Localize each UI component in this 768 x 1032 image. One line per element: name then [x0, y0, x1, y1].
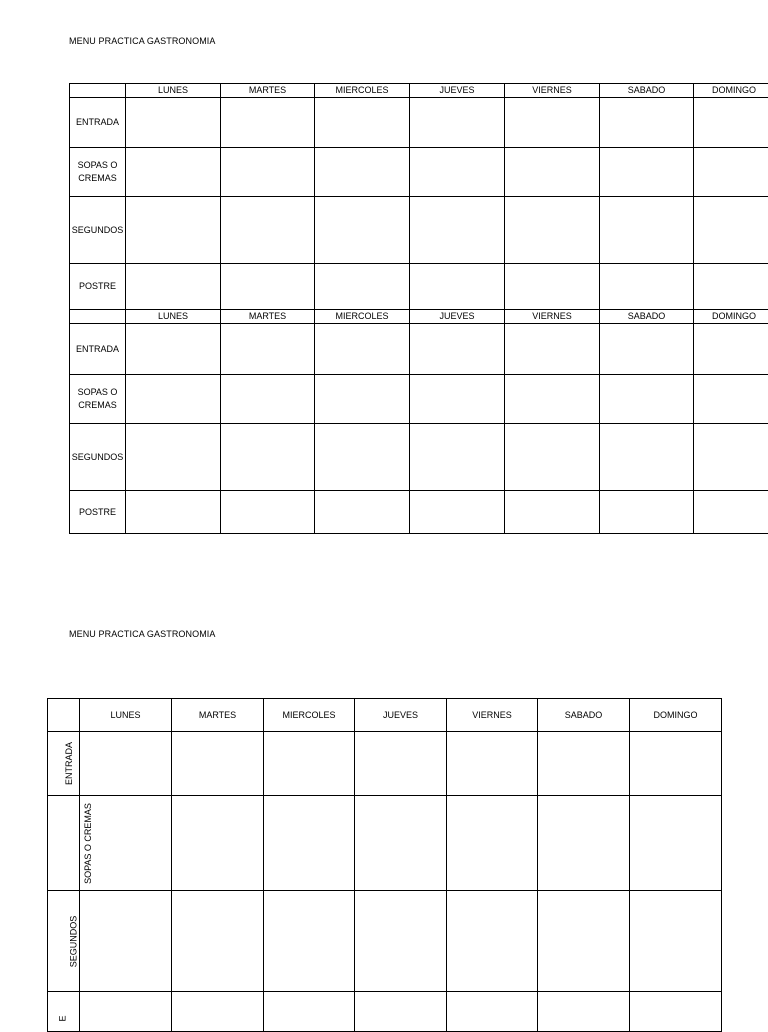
menu-cell[interactable]: [126, 197, 221, 264]
day-header-lunes: LUNES: [126, 84, 221, 98]
menu-cell[interactable]: [630, 732, 722, 796]
row-label-postre: POSTRE: [70, 264, 126, 310]
menu-cell[interactable]: [694, 491, 768, 534]
menu-cell[interactable]: [355, 732, 447, 796]
menu-cell[interactable]: [172, 732, 264, 796]
menu-cell[interactable]: [80, 732, 172, 796]
day-header-viernes: VIERNES: [447, 699, 538, 732]
menu-cell[interactable]: [126, 424, 221, 491]
day-header-lunes: LUNES: [80, 699, 172, 732]
day-header-domingo: DOMINGO: [694, 84, 768, 98]
menu-cell[interactable]: [505, 98, 600, 148]
menu-cell[interactable]: [410, 98, 505, 148]
menu-cell[interactable]: [447, 796, 538, 891]
menu-cell[interactable]: [126, 375, 221, 424]
table-row: [48, 732, 722, 796]
menu-cell[interactable]: [410, 197, 505, 264]
menu-cell[interactable]: [505, 491, 600, 534]
menu-cell[interactable]: [221, 98, 315, 148]
day-header-domingo: DOMINGO: [630, 699, 722, 732]
day-header-lunes: LUNES: [126, 310, 221, 324]
menu-cell[interactable]: [221, 264, 315, 310]
menu-cell[interactable]: [505, 197, 600, 264]
row-label-entrada: ENTRADA: [70, 324, 126, 375]
row-label-segundos: SEGUNDOS: [48, 891, 80, 992]
menu-cell[interactable]: [694, 375, 768, 424]
menu-cell[interactable]: [505, 264, 600, 310]
menu-cell[interactable]: [221, 324, 315, 375]
menu-cell[interactable]: [600, 424, 694, 491]
day-header-viernes: VIERNES: [505, 310, 600, 324]
menu-cell[interactable]: [410, 424, 505, 491]
table-row: [70, 324, 768, 375]
menu-cell[interactable]: [126, 98, 221, 148]
menu-cell[interactable]: [694, 424, 768, 491]
day-header-sabado: SABADO: [600, 310, 694, 324]
table-row: [48, 796, 722, 891]
menu-cell[interactable]: [410, 375, 505, 424]
menu-cell[interactable]: [600, 375, 694, 424]
menu-cell[interactable]: [221, 424, 315, 491]
menu-cell[interactable]: [410, 491, 505, 534]
menu-cell[interactable]: [355, 891, 447, 992]
menu-cell[interactable]: [694, 197, 768, 264]
day-header-martes: MARTES: [221, 310, 315, 324]
menu-cell[interactable]: [600, 324, 694, 375]
menu-cell[interactable]: [600, 197, 694, 264]
menu-cell[interactable]: [538, 891, 630, 992]
menu-cell[interactable]: [315, 375, 410, 424]
menu-cell[interactable]: [126, 324, 221, 375]
menu-cell[interactable]: [410, 324, 505, 375]
menu-cell[interactable]: [315, 424, 410, 491]
menu-cell[interactable]: [447, 732, 538, 796]
menu-cell[interactable]: [172, 992, 264, 1032]
row-label-postre-partial: E: [48, 992, 80, 1032]
day-header-domingo: DOMINGO: [694, 310, 768, 324]
menu-cell[interactable]: [694, 324, 768, 375]
menu-cell[interactable]: [505, 324, 600, 375]
table-row: [48, 992, 722, 1032]
row-label-entrada: ENTRADA: [48, 732, 80, 796]
weekly-menu-table-a: [69, 83, 768, 534]
menu-cell[interactable]: [126, 491, 221, 534]
menu-cell[interactable]: [264, 891, 355, 992]
header-row: [70, 310, 768, 324]
menu-cell[interactable]: [600, 148, 694, 197]
menu-cell[interactable]: [221, 148, 315, 197]
menu-cell[interactable]: [126, 148, 221, 197]
day-header-jueves: JUEVES: [355, 699, 447, 732]
menu-cell[interactable]: [694, 148, 768, 197]
table-row: [70, 375, 768, 424]
menu-cell[interactable]: [630, 992, 722, 1032]
menu-cell[interactable]: [315, 491, 410, 534]
menu-cell[interactable]: [355, 992, 447, 1032]
menu-cell[interactable]: [264, 796, 355, 891]
day-header-martes: MARTES: [221, 84, 315, 98]
menu-cell[interactable]: [447, 891, 538, 992]
day-header-martes: MARTES: [172, 699, 264, 732]
header-row: [70, 84, 768, 98]
menu-cell[interactable]: [264, 992, 355, 1032]
table-row: [70, 264, 768, 310]
menu-cell[interactable]: [221, 197, 315, 264]
menu-cell[interactable]: [694, 264, 768, 310]
corner-cell: [70, 310, 126, 324]
weekly-menu-table-b: [47, 698, 722, 1032]
menu-cell[interactable]: [447, 992, 538, 1032]
menu-cell[interactable]: [538, 992, 630, 1032]
corner-cell: [70, 84, 126, 98]
table-row: [70, 98, 768, 148]
day-header-sabado: SABADO: [600, 84, 694, 98]
menu-cell[interactable]: [315, 197, 410, 264]
menu-cell[interactable]: [126, 264, 221, 310]
menu-cell[interactable]: [264, 732, 355, 796]
day-header-miercoles: MIERCOLES: [315, 84, 410, 98]
menu-cell[interactable]: [538, 732, 630, 796]
table-row: [70, 491, 768, 534]
day-header-jueves: JUEVES: [410, 84, 505, 98]
header-row: [48, 699, 722, 732]
menu-cell[interactable]: [172, 891, 264, 992]
row-label-postre: POSTRE: [70, 491, 126, 534]
menu-cell[interactable]: [505, 148, 600, 197]
menu-cell[interactable]: [315, 148, 410, 197]
menu-cell[interactable]: [410, 264, 505, 310]
day-header-miercoles: MIERCOLES: [264, 699, 355, 732]
menu-cell[interactable]: [80, 992, 172, 1032]
menu-cell[interactable]: [315, 98, 410, 148]
menu-cell[interactable]: [315, 324, 410, 375]
menu-cell[interactable]: [630, 891, 722, 992]
row-label-sopas: SOPAS O CREMAS: [70, 375, 126, 424]
menu-cell[interactable]: [505, 375, 600, 424]
table-row: [70, 424, 768, 491]
table-row: [70, 148, 768, 197]
menu-cell[interactable]: [315, 264, 410, 310]
row-label-sopas: SOPAS O CREMAS: [48, 796, 80, 891]
menu-cell[interactable]: [538, 796, 630, 891]
document-title-1: MENU PRACTICA GASTRONOMIA: [69, 36, 216, 46]
menu-cell[interactable]: [80, 891, 172, 992]
menu-cell[interactable]: [172, 796, 264, 891]
document-title-2: MENU PRACTICA GASTRONOMIA: [69, 629, 216, 639]
table-row: [48, 891, 722, 992]
menu-cell[interactable]: [410, 148, 505, 197]
day-header-viernes: VIERNES: [505, 84, 600, 98]
day-header-jueves: JUEVES: [410, 310, 505, 324]
menu-cell[interactable]: [355, 796, 447, 891]
row-label-entrada: ENTRADA: [70, 98, 126, 148]
menu-cell[interactable]: [600, 491, 694, 534]
row-label-segundos: SEGUNDOS: [70, 424, 126, 491]
menu-cell[interactable]: [600, 98, 694, 148]
table-row: [70, 197, 768, 264]
row-label-sopas: SOPAS O CREMAS: [70, 148, 126, 197]
day-header-sabado: SABADO: [538, 699, 630, 732]
menu-cell[interactable]: [221, 491, 315, 534]
menu-cell[interactable]: [221, 375, 315, 424]
menu-cell[interactable]: [505, 424, 600, 491]
menu-cell[interactable]: [694, 98, 768, 148]
corner-cell: [48, 699, 80, 732]
row-label-segundos: SEGUNDOS: [70, 197, 126, 264]
day-header-miercoles: MIERCOLES: [315, 310, 410, 324]
menu-cell[interactable]: [600, 264, 694, 310]
menu-cell[interactable]: [630, 796, 722, 891]
